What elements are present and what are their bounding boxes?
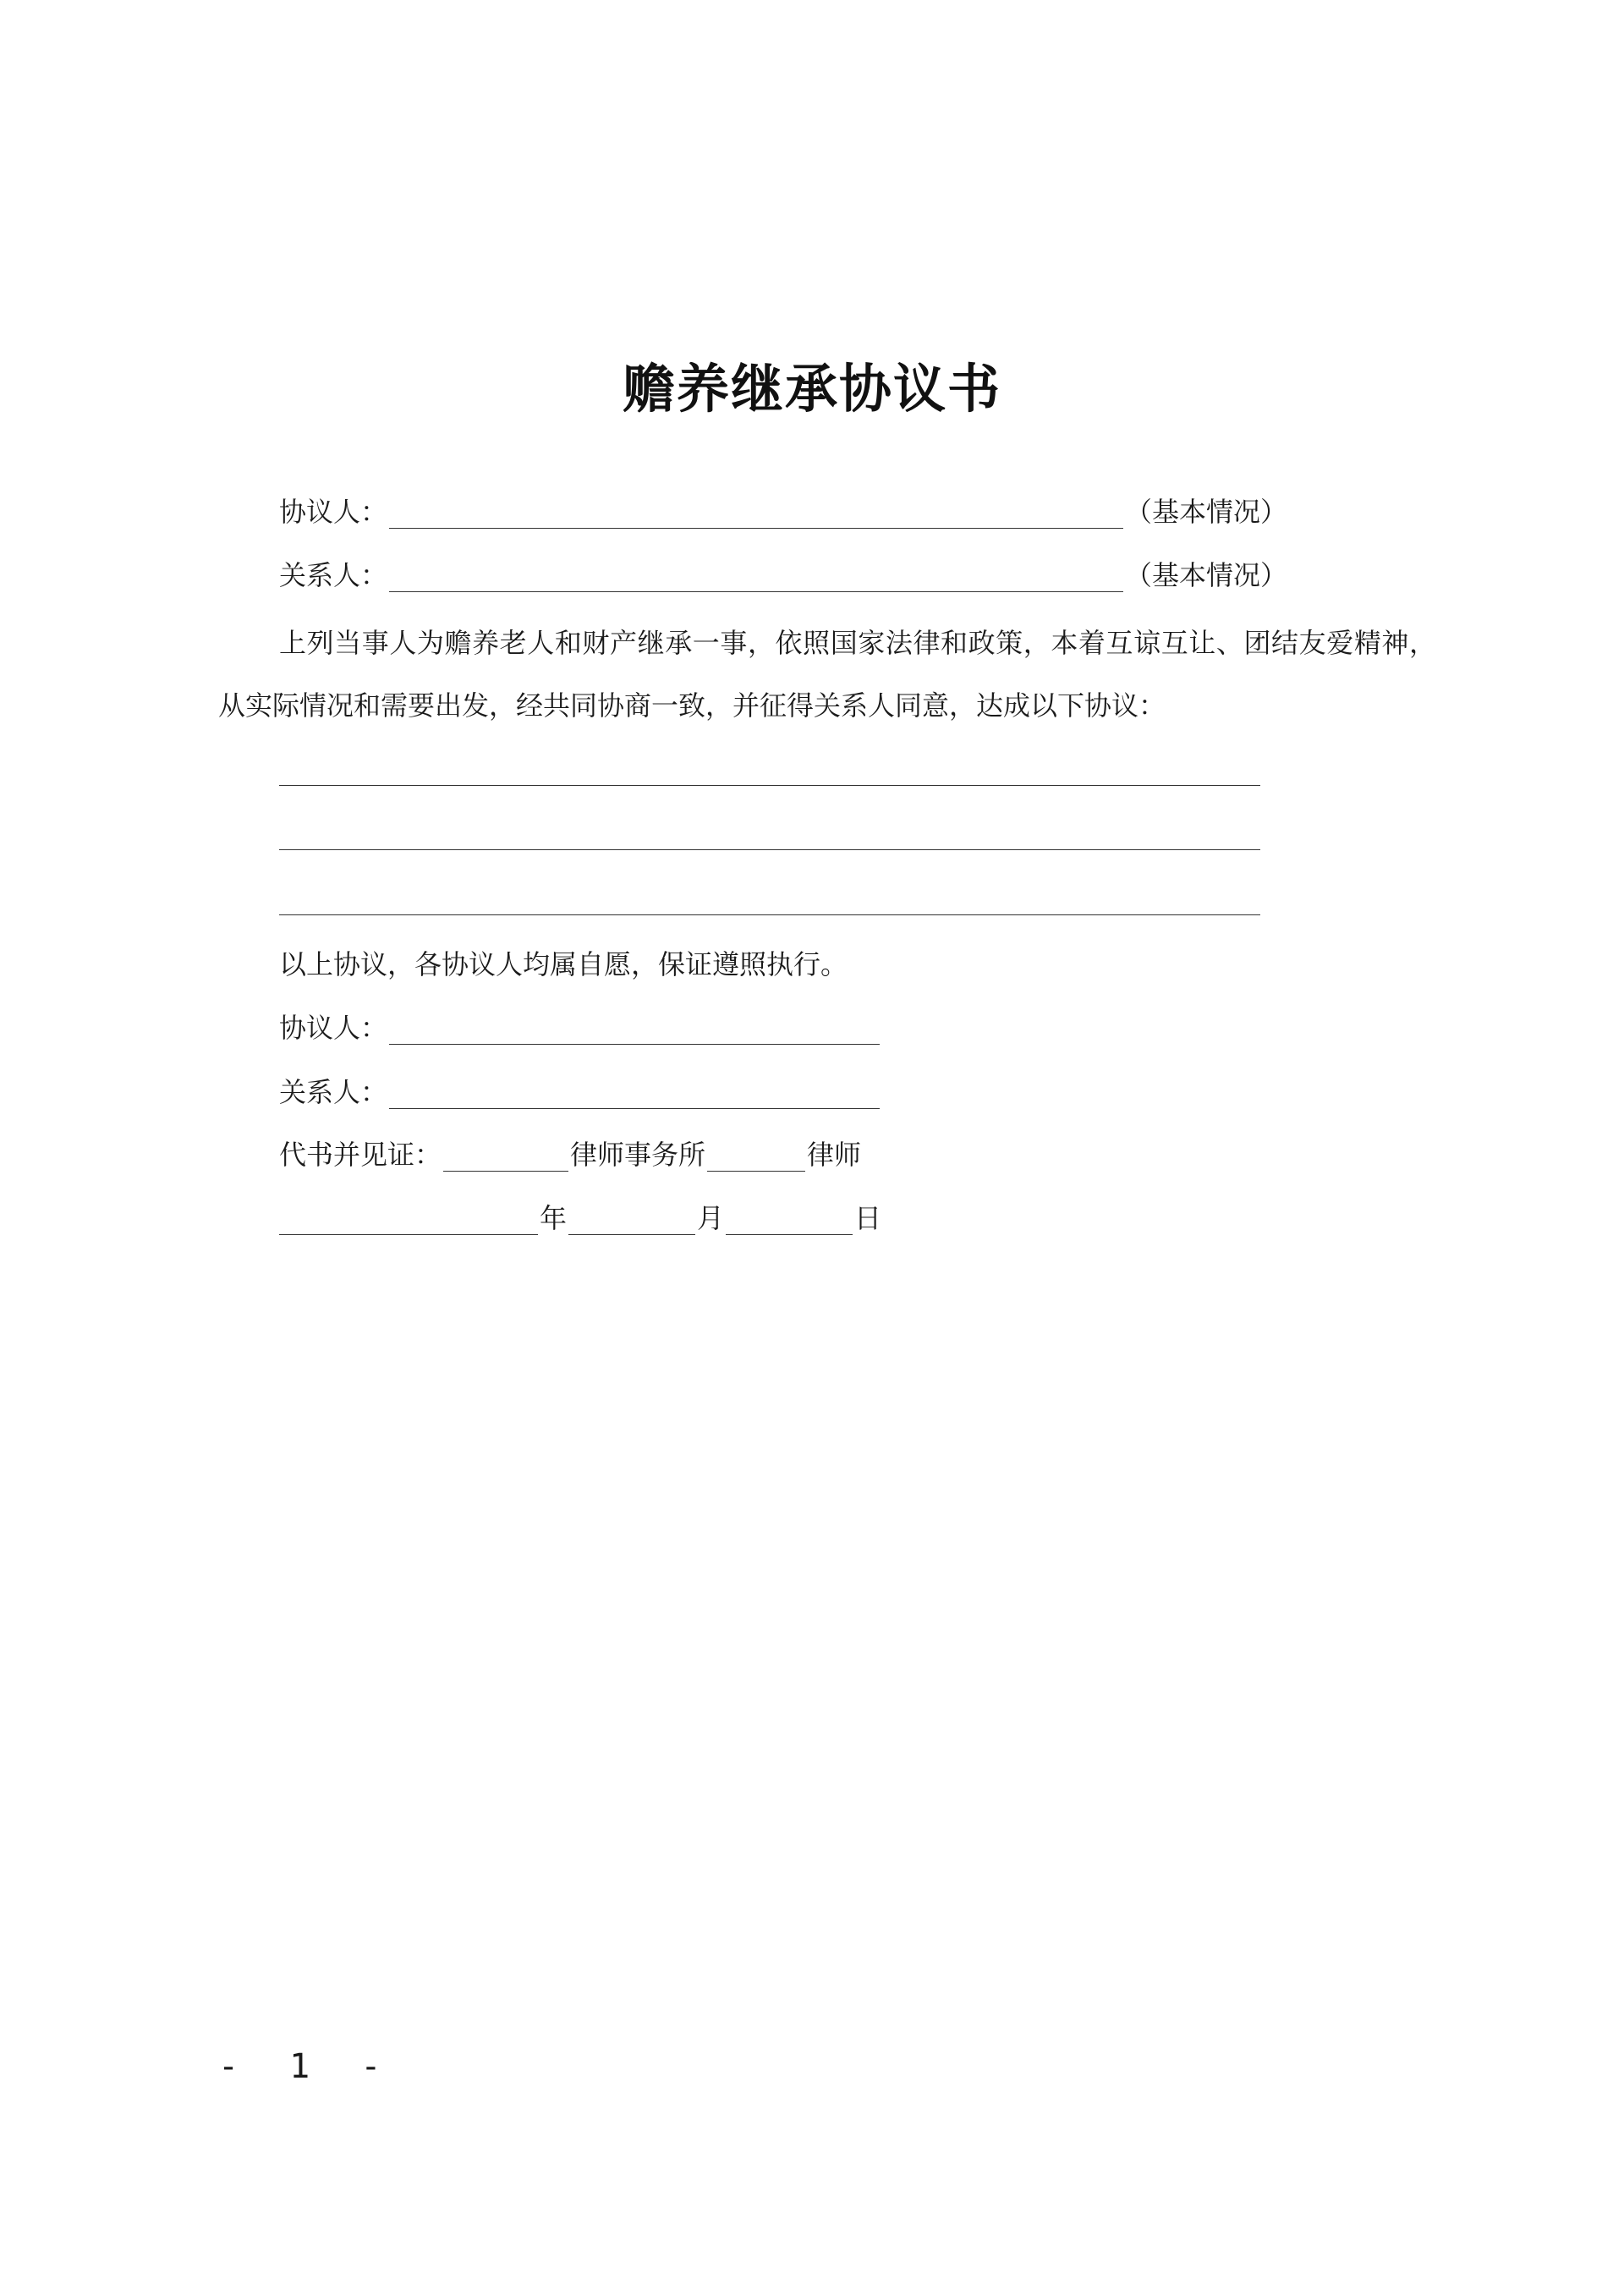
- sign-related-input[interactable]: [389, 1083, 880, 1109]
- month-label: 月: [697, 1202, 725, 1234]
- party-input[interactable]: [389, 502, 1123, 529]
- day-label: 日: [854, 1202, 882, 1234]
- page-title: 赡养继承协议书: [622, 358, 1001, 420]
- witness-label: 代书并见证：: [279, 1139, 442, 1171]
- date-row: [279, 1201, 881, 1235]
- law-firm-input[interactable]: [443, 1145, 568, 1172]
- related-basic-info: （基本情况）: [1125, 559, 1288, 591]
- sign-related-row: [279, 1075, 881, 1109]
- sign-party-label: 协议人：: [279, 1012, 388, 1044]
- lawyer-label: 律师: [807, 1139, 862, 1171]
- day-input[interactable]: [726, 1209, 853, 1235]
- closing-text: 以上协议，各协议人均属自愿，保证遵照执行。: [279, 948, 848, 980]
- related-input[interactable]: [389, 566, 1123, 592]
- month-input[interactable]: [568, 1209, 695, 1235]
- intro-paragraph: 上列当事人为赡养老人和财产继承一事，依照国家法律和政策，本着互谅互让、团结友爱精神，从实际情况和需要出发，经共同协商一致，并征得关系人同意，达成以下协议：: [218, 627, 1436, 722]
- related-label: 关系人：: [279, 559, 388, 591]
- law-firm-label: 律师事务所: [570, 1139, 706, 1171]
- party-basic-info: （基本情况）: [1125, 496, 1288, 528]
- related-row: [279, 558, 1287, 592]
- sign-party-input[interactable]: [389, 1018, 880, 1045]
- witness-row: [279, 1138, 861, 1172]
- agreement-line-2[interactable]: [279, 849, 1260, 850]
- closing-row: [279, 947, 848, 981]
- sign-party-row: [279, 1011, 881, 1045]
- party-label: 协议人：: [279, 496, 388, 528]
- agreement-line-3[interactable]: [279, 914, 1260, 915]
- year-label: 年: [540, 1202, 568, 1234]
- page-number: - 1 -: [218, 2047, 397, 2086]
- year-input[interactable]: [279, 1209, 538, 1235]
- sign-related-label: 关系人：: [279, 1076, 388, 1108]
- party-row: [279, 495, 1287, 529]
- agreement-line-1[interactable]: [279, 785, 1260, 786]
- lawyer-input[interactable]: [707, 1145, 805, 1172]
